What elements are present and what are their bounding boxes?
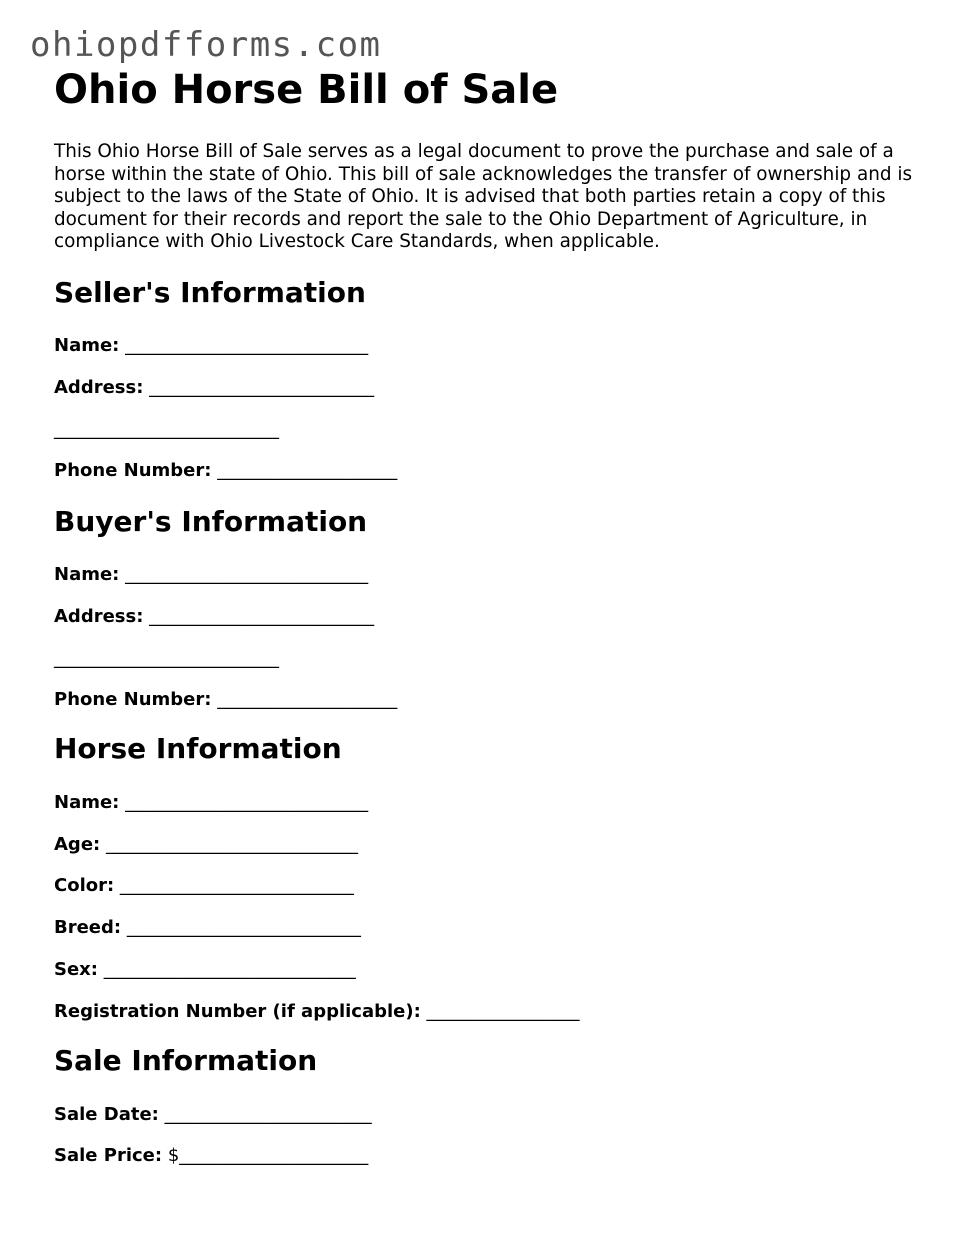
seller-heading: Seller's Information: [54, 276, 366, 309]
horse-breed-label: Breed:: [54, 917, 122, 938]
seller-name-label: Name:: [54, 335, 120, 356]
horse-registration-label: Registration Number (if applicable):: [54, 1001, 421, 1022]
seller-name-line[interactable]: ___________________________: [125, 335, 369, 356]
sale-price-label: Sale Price:: [54, 1145, 163, 1166]
horse-sex-line[interactable]: ____________________________: [103, 959, 356, 980]
horse-color-line[interactable]: __________________________: [119, 875, 354, 896]
seller-name-field[interactable]: [54, 334, 368, 358]
horse-color-field[interactable]: [54, 874, 354, 898]
buyer-address-line-2[interactable]: [54, 647, 279, 671]
horse-age-field[interactable]: [54, 833, 358, 857]
horse-breed-field[interactable]: [54, 916, 361, 940]
page-title: Ohio Horse Bill of Sale: [54, 67, 559, 113]
seller-phone-label: Phone Number:: [54, 460, 212, 481]
horse-age-label: Age:: [54, 834, 101, 855]
horse-heading: Horse Information: [54, 732, 342, 765]
watermark: ohiopdfforms.com: [30, 25, 382, 65]
horse-sex-field[interactable]: [54, 958, 356, 982]
seller-address-line-2-blank[interactable]: _________________________: [54, 419, 279, 440]
buyer-address-line[interactable]: _________________________: [149, 606, 375, 627]
horse-registration-line[interactable]: _________________: [426, 1001, 580, 1022]
intro-paragraph: This Ohio Horse Bill of Sale serves as a legal document to prove the purchase and sale of a horse within the state of Ohio. This bill of sale acknowledges the transfer of ownership and is subject to the laws of the State of Ohio. It is advised that both parties retain a copy of this document for their records and report the sale to the Ohio Department of Agriculture, in compliance with Ohio Livestock Care Standards, when applicable.: [54, 141, 913, 253]
buyer-phone-field[interactable]: [54, 688, 397, 712]
sale-date-line[interactable]: _______________________: [164, 1104, 372, 1125]
horse-name-line[interactable]: ___________________________: [125, 792, 369, 813]
buyer-address-line-2-blank[interactable]: _________________________: [54, 648, 279, 669]
horse-color-label: Color:: [54, 875, 115, 896]
seller-phone-field[interactable]: [54, 459, 397, 483]
seller-address-label: Address:: [54, 377, 144, 398]
buyer-name-label: Name:: [54, 564, 120, 585]
seller-phone-line[interactable]: ____________________: [217, 460, 398, 481]
seller-address-field[interactable]: [54, 376, 374, 400]
horse-age-line[interactable]: ____________________________: [105, 834, 358, 855]
sale-price-line[interactable]: $_____________________: [167, 1145, 369, 1166]
horse-name-label: Name:: [54, 792, 120, 813]
seller-address-line-2[interactable]: [54, 418, 279, 442]
buyer-phone-label: Phone Number:: [54, 689, 212, 710]
sale-heading: Sale Information: [54, 1044, 318, 1077]
buyer-address-label: Address:: [54, 606, 144, 627]
horse-breed-line[interactable]: __________________________: [126, 917, 361, 938]
sale-date-field[interactable]: [54, 1103, 372, 1127]
buyer-name-field[interactable]: [54, 563, 368, 587]
buyer-heading: Buyer's Information: [54, 505, 368, 538]
buyer-phone-line[interactable]: ____________________: [217, 689, 398, 710]
seller-address-line[interactable]: _________________________: [149, 377, 375, 398]
horse-sex-label: Sex:: [54, 959, 98, 980]
horse-name-field[interactable]: [54, 791, 368, 815]
sale-price-field[interactable]: [54, 1144, 368, 1168]
buyer-address-field[interactable]: [54, 605, 374, 629]
horse-registration-field[interactable]: [54, 1000, 580, 1024]
buyer-name-line[interactable]: ___________________________: [125, 564, 369, 585]
sale-date-label: Sale Date:: [54, 1104, 159, 1125]
